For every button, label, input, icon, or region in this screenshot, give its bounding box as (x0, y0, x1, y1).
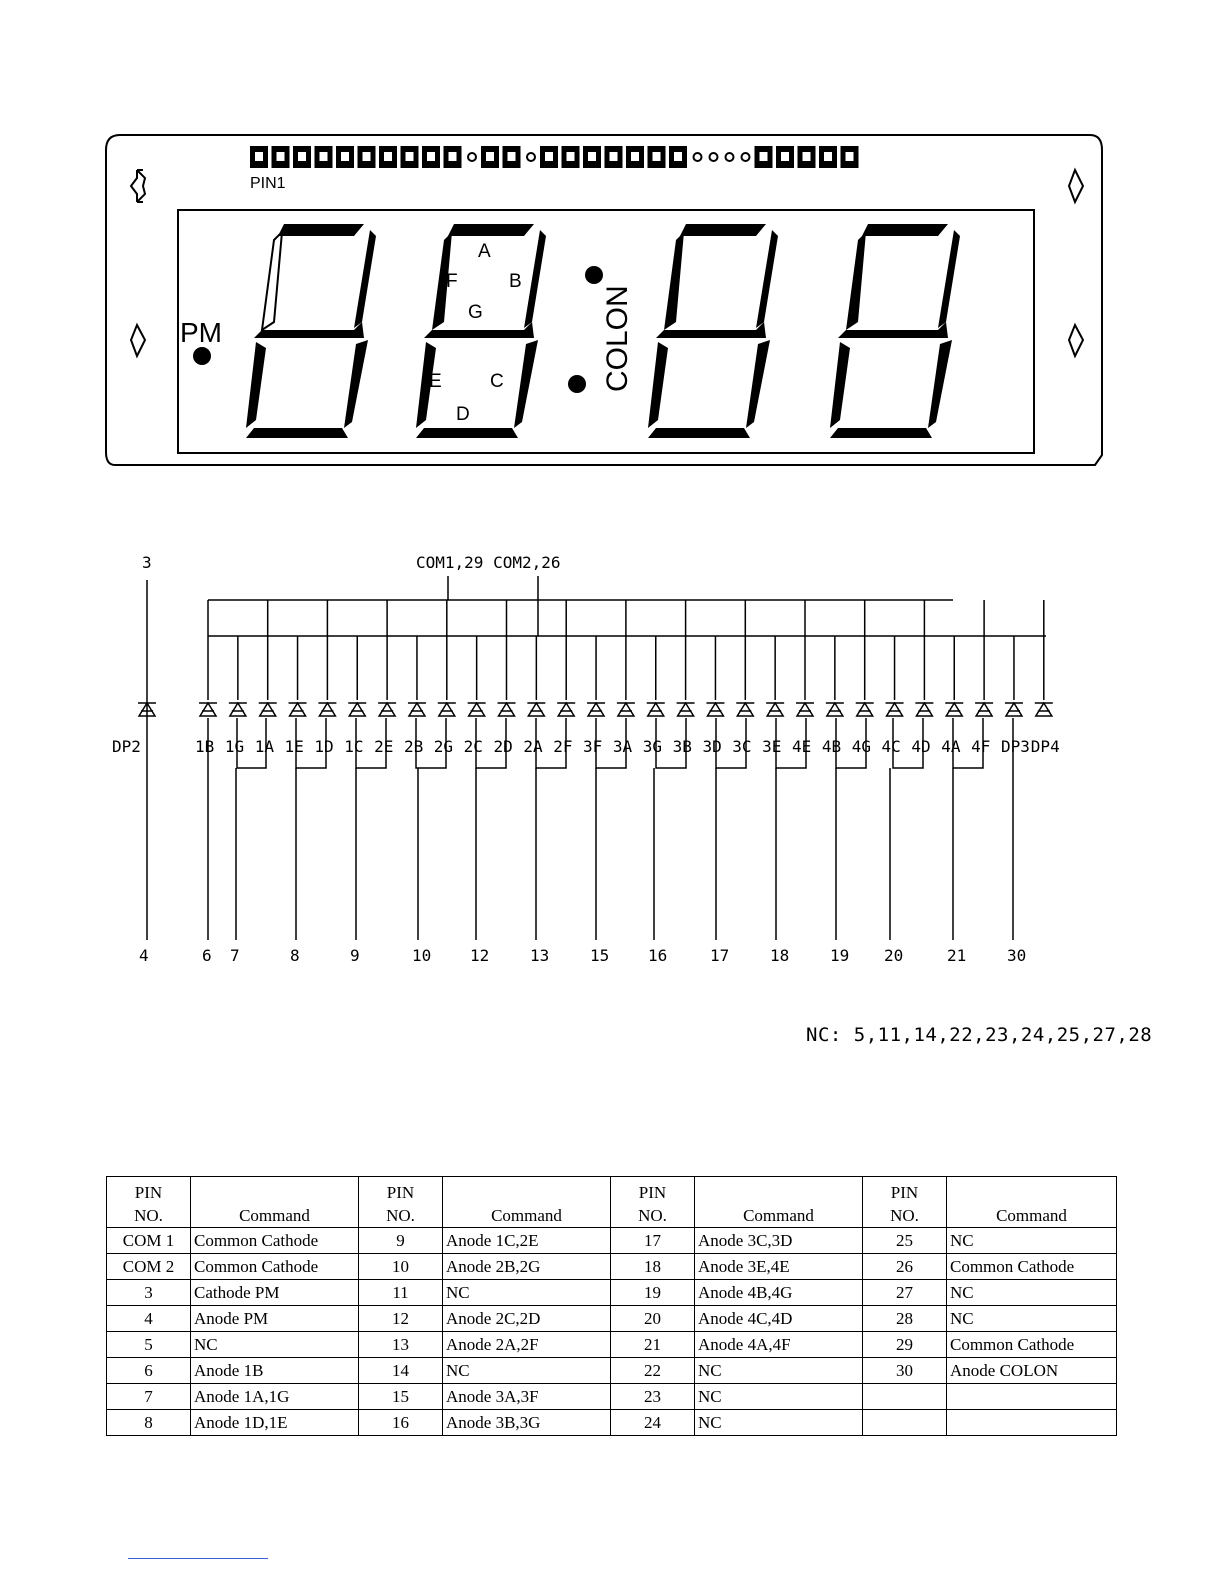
segment-label-g: G (468, 302, 483, 323)
footer-rule (128, 1558, 268, 1559)
diode-triangle (857, 703, 873, 716)
segment-name-label: 3A (612, 737, 633, 756)
segment-name-label: 3C (732, 737, 752, 756)
diode-triangle (976, 703, 992, 716)
pin-pad-hole (631, 152, 639, 161)
segment-name-label: 4C (881, 737, 901, 756)
segment-name-label: 1G (224, 737, 245, 756)
pin-pad-hole (341, 152, 349, 161)
command-cell: Anode 1A,1G (191, 1384, 359, 1410)
diode-triangle (409, 703, 425, 716)
pin-pad-hole (588, 152, 596, 161)
diode-triangle (827, 703, 843, 716)
segment-name-label: 3F (583, 737, 603, 756)
colon-dot-lower (568, 375, 586, 393)
pin-pad-hole (384, 152, 392, 161)
segment-label-a: A (478, 241, 491, 262)
segment-name-label: 2B (403, 737, 424, 756)
empty-pin-position (742, 153, 750, 161)
diode-triangle (707, 703, 723, 716)
segment-name-label: 2D (493, 737, 513, 756)
pin-number-cell (863, 1410, 947, 1436)
pin-number-cell: 23 (611, 1384, 695, 1410)
bottom-pin-number-row (139, 946, 1026, 965)
command-cell: Common Cathode (947, 1332, 1117, 1358)
pin-number-cell: 3 (107, 1280, 191, 1306)
pin-pad-hole (427, 152, 435, 161)
pin-pad-hole (653, 152, 661, 161)
digit-segment (344, 340, 368, 428)
command-cell: Anode COLON (947, 1358, 1117, 1384)
segment-name-label: DP3 (1000, 737, 1030, 756)
bottom-pin-number: 15 (590, 946, 610, 965)
command-cell: Common Cathode (947, 1254, 1117, 1280)
command-cell (947, 1410, 1117, 1436)
header-command: Command (947, 1177, 1117, 1228)
mount-hole-icon (1069, 170, 1083, 202)
diode-triangle (319, 703, 335, 716)
command-cell: Anode 3A,3F (443, 1384, 611, 1410)
command-cell: NC (947, 1280, 1117, 1306)
digit-segment (746, 340, 770, 428)
diode-triangle (618, 703, 634, 716)
digit-segment (928, 340, 952, 428)
digit-segment (680, 224, 766, 236)
digit-segment (246, 342, 266, 428)
circuit-wires (147, 576, 1046, 940)
command-cell: Anode 2C,2D (443, 1306, 611, 1332)
diode-triangle (379, 703, 395, 716)
nc-pins-note: NC: 5,11,14,22,23,24,25,27,28 (806, 1024, 1153, 1046)
digit-segment (756, 230, 778, 328)
pin-pad-hole (363, 152, 371, 161)
segment-name-label: 2F (553, 737, 573, 756)
mount-hole-icon (137, 170, 145, 202)
diode-triangle (648, 703, 664, 716)
pin-number-cell: 22 (611, 1358, 695, 1384)
pin-number-cell: 25 (863, 1228, 947, 1254)
pin-pad-hole (846, 152, 854, 161)
digit-segment (424, 322, 534, 338)
mount-hole-icon (131, 325, 145, 356)
com-label: COM1,29 COM2,26 (416, 553, 561, 572)
diode-triangle (558, 703, 574, 716)
command-cell: Anode PM (191, 1306, 359, 1332)
digit-segment (278, 224, 364, 236)
pin-number-cell: 21 (611, 1332, 695, 1358)
segment-name-label: 2G (433, 737, 454, 756)
diode-triangle (588, 703, 604, 716)
segment-name-label: 3D (702, 737, 722, 756)
pin-pad-hole (803, 152, 811, 161)
segment-label-d: D (456, 404, 470, 425)
diode-triangle (946, 703, 962, 716)
colon-dot-upper (585, 266, 603, 284)
digit-segment (838, 322, 948, 338)
empty-pin-position (468, 153, 476, 161)
bottom-pin-number: 9 (350, 946, 360, 965)
segment-name-label: 4G (851, 737, 871, 756)
pin-pad-hole (486, 152, 494, 161)
display-outline-drawing (0, 0, 1225, 480)
pin-row (250, 146, 859, 168)
pin-pad-hole (406, 152, 414, 161)
bottom-pin-number: 4 (139, 946, 149, 965)
circuit-schematic (0, 540, 1225, 980)
segment-name-row (195, 737, 1060, 756)
pin-number-cell: 8 (107, 1410, 191, 1436)
diode-triangle (439, 703, 455, 716)
bottom-pin-number: 19 (830, 946, 850, 965)
pin-number-cell: 5 (107, 1332, 191, 1358)
command-cell: Cathode PM (191, 1280, 359, 1306)
command-cell: Anode 3C,3D (695, 1228, 863, 1254)
segment-name-label: 4F (971, 737, 991, 756)
command-cell: NC (695, 1384, 863, 1410)
diode-triangle (260, 703, 276, 716)
pin-number-cell: 14 (359, 1358, 443, 1384)
command-cell: NC (695, 1358, 863, 1384)
pin-pad-hole (255, 152, 263, 161)
digit-segment (830, 428, 932, 438)
bottom-pin-number: 6 (202, 946, 212, 965)
digit-segment (246, 428, 348, 438)
table-row (107, 1332, 1117, 1358)
bottom-pin-number: 21 (947, 946, 967, 965)
pin-number-cell: 15 (359, 1384, 443, 1410)
segment-name-label: 1B (195, 737, 215, 756)
command-cell: NC (947, 1306, 1117, 1332)
segment-name-label: 2C (463, 737, 483, 756)
pin-pad-hole (781, 152, 789, 161)
digit-segment (354, 230, 376, 328)
table-row (107, 1228, 1117, 1254)
digit-segment (514, 340, 538, 428)
command-cell: Common Cathode (191, 1228, 359, 1254)
bottom-pin-number: 10 (412, 946, 432, 965)
pm-indicator-dot (193, 347, 211, 365)
table-row (107, 1358, 1117, 1384)
command-cell: NC (695, 1410, 863, 1436)
header-pin-no: PIN NO. (611, 1177, 695, 1228)
empty-pin-position (710, 153, 718, 161)
empty-pin-position (694, 153, 702, 161)
segment-name-label: 1A (254, 737, 274, 756)
diode-triangle (230, 703, 246, 716)
pin-number-cell: 13 (359, 1332, 443, 1358)
header-command: Command (695, 1177, 863, 1228)
command-cell: NC (947, 1228, 1117, 1254)
dp-label: DP2 (112, 737, 141, 756)
bottom-pin-number: 17 (710, 946, 730, 965)
pin-pad-hole (449, 152, 457, 161)
pin-number-cell: 6 (107, 1358, 191, 1384)
segment-name-label: 4E (792, 737, 812, 756)
segment-name-label: 4A (941, 737, 961, 756)
colon-label: COLON (601, 285, 634, 392)
pin-assignment-table (106, 1176, 1117, 1436)
diode-triangle (916, 703, 932, 716)
digit-segment (830, 342, 850, 428)
mount-hole-icon (1069, 325, 1083, 356)
pin-pad-hole (824, 152, 832, 161)
pin-number-cell: 12 (359, 1306, 443, 1332)
pin-number-cell: 7 (107, 1384, 191, 1410)
pin-number-cell: 9 (359, 1228, 443, 1254)
segment-label-b: B (509, 271, 522, 292)
diode-triangle (1006, 703, 1022, 716)
pin-number-cell: 17 (611, 1228, 695, 1254)
pin-pad-hole (320, 152, 328, 161)
digit-segment (648, 342, 668, 428)
pin-pad-hole (567, 152, 575, 161)
command-cell: Anode 2A,2F (443, 1332, 611, 1358)
command-cell: NC (443, 1358, 611, 1384)
segment-label-f: F (446, 271, 458, 292)
diode-triangle (290, 703, 306, 716)
diode-triangle (767, 703, 783, 716)
pin-pad-hole (508, 152, 516, 161)
pin-number-cell: 4 (107, 1306, 191, 1332)
command-cell: Anode 1C,2E (443, 1228, 611, 1254)
bottom-pin-number: 30 (1007, 946, 1027, 965)
diode-triangle (797, 703, 813, 716)
command-cell: Anode 3E,4E (695, 1254, 863, 1280)
pin-number-cell: 10 (359, 1254, 443, 1280)
pin-number-cell: 30 (863, 1358, 947, 1384)
empty-pin-position (726, 153, 734, 161)
bottom-pin-number: 16 (648, 946, 668, 965)
header-command: Command (443, 1177, 611, 1228)
pin-pad-hole (298, 152, 306, 161)
pin-number-cell (863, 1384, 947, 1410)
pin-pad-hole (610, 152, 618, 161)
command-cell (947, 1384, 1117, 1410)
command-cell: Anode 4A,4F (695, 1332, 863, 1358)
segment-name-label: 1D (314, 737, 334, 756)
segment-name-label: 4B (821, 737, 842, 756)
bottom-pin-number: 12 (470, 946, 490, 965)
table-row (107, 1280, 1117, 1306)
diode-triangle (469, 703, 485, 716)
table-row (107, 1306, 1117, 1332)
diode-triangle (528, 703, 544, 716)
segment-name-label: 2E (374, 737, 394, 756)
diode-triangle (349, 703, 365, 716)
command-cell: Anode 4B,4G (695, 1280, 863, 1306)
digit-segment (846, 232, 866, 330)
segment-name-label: 3E (762, 737, 782, 756)
command-cell: Anode 3B,3G (443, 1410, 611, 1436)
header-pin-no: PIN NO. (359, 1177, 443, 1228)
digit-segment (648, 428, 750, 438)
pin-number-cell: 11 (359, 1280, 443, 1306)
pm-label: PM (180, 317, 222, 348)
diode-triangle (1036, 703, 1052, 716)
segment-label-e: E (429, 371, 442, 392)
pin-number-cell: 27 (863, 1280, 947, 1306)
table-row (107, 1254, 1117, 1280)
pin-number-cell: 20 (611, 1306, 695, 1332)
pin-number-cell: 28 (863, 1306, 947, 1332)
bottom-pin-number: 8 (290, 946, 300, 965)
command-cell: Anode 1D,1E (191, 1410, 359, 1436)
header-pin-no: PIN NO. (863, 1177, 947, 1228)
pin-number-cell: 16 (359, 1410, 443, 1436)
command-cell: Common Cathode (191, 1254, 359, 1280)
segment-name-label: DP4 (1030, 737, 1060, 756)
pin-pad-hole (545, 152, 553, 161)
command-cell: Anode 4C,4D (695, 1306, 863, 1332)
diode-triangle (200, 703, 216, 716)
bottom-pin-number: 20 (884, 946, 904, 965)
diode-triangle (737, 703, 753, 716)
segment-label-c: C (490, 371, 504, 392)
pin-pad-hole (277, 152, 285, 161)
header-command: Command (191, 1177, 359, 1228)
pin-number-cell: 26 (863, 1254, 947, 1280)
command-cell: NC (191, 1332, 359, 1358)
pin-number-cell: COM 2 (107, 1254, 191, 1280)
segment-name-label: 4D (911, 737, 931, 756)
digit-segment (448, 224, 534, 236)
diode-triangle (499, 703, 515, 716)
pin-number-cell: COM 1 (107, 1228, 191, 1254)
digit-segment-outline (262, 232, 282, 330)
pin1-label: PIN1 (250, 175, 286, 192)
pin-pad-hole (674, 152, 682, 161)
digit-segment (416, 428, 518, 438)
diode-row (138, 703, 1053, 716)
table-header-row (107, 1177, 1117, 1228)
pin-number-cell: 29 (863, 1332, 947, 1358)
pin-number-cell: 24 (611, 1410, 695, 1436)
header-pin-no: PIN NO. (107, 1177, 191, 1228)
top-pin-3-label: 3 (142, 553, 152, 572)
command-cell: Anode 1B (191, 1358, 359, 1384)
digit-segment (656, 322, 766, 338)
command-cell: NC (443, 1280, 611, 1306)
bottom-pin-number: 13 (530, 946, 550, 965)
bottom-pin-number: 7 (230, 946, 240, 965)
segment-name-label: 3G (642, 737, 663, 756)
diode-triangle (678, 703, 694, 716)
table-row (107, 1384, 1117, 1410)
bottom-pin-number: 18 (770, 946, 790, 965)
table-row (107, 1410, 1117, 1436)
pin-number-cell: 18 (611, 1254, 695, 1280)
segment-name-label: 2A (523, 737, 543, 756)
digit-segment (938, 230, 960, 328)
pin-number-cell: 19 (611, 1280, 695, 1306)
empty-pin-position (527, 153, 535, 161)
diode-triangle (887, 703, 903, 716)
segment-name-label: 1E (284, 737, 304, 756)
digit-segment (862, 224, 948, 236)
segment-name-label: 1C (344, 737, 364, 756)
digit-segment (524, 230, 546, 328)
pin-pad-hole (760, 152, 768, 161)
command-cell: Anode 2B,2G (443, 1254, 611, 1280)
segment-name-label: 3B (672, 737, 692, 756)
digit-segment (664, 232, 684, 330)
